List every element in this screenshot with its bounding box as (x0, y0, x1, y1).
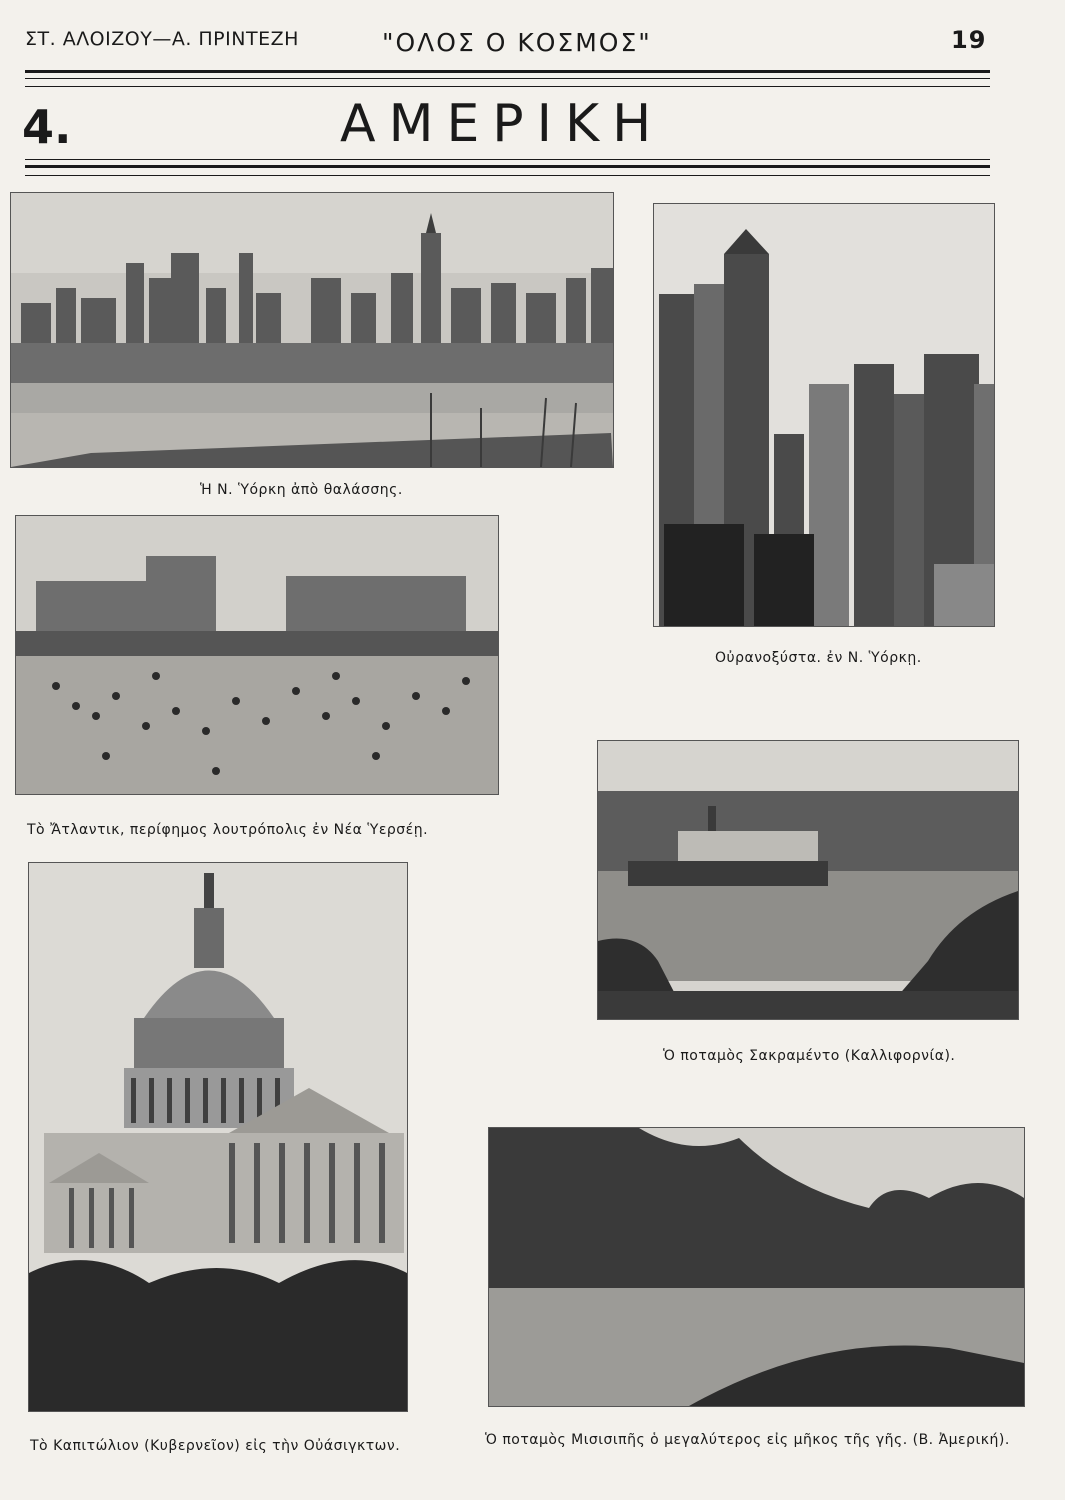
photo-skyscrapers (653, 203, 995, 627)
caption-skyscrapers: Οὐρανοξύστα. ἐν Ν. Ὑόρκῃ. (715, 650, 922, 666)
caption-mississippi: Ὁ ποταμὸς Μισισιπῆς ὁ μεγαλύτερος εἰς μῆκος τῆς γῆς. (Β. Ἀμερική). (485, 1432, 1010, 1448)
caption-ny-skyline: Ἡ Ν. Ὑόρκη ἀπὸ θαλάσσης. (200, 482, 403, 498)
title-rule-thin (25, 159, 990, 160)
photo-mississippi (488, 1127, 1025, 1407)
photo-sacramento (597, 740, 1019, 1020)
caption-capitol: Τὸ Καπιτώλιον (Κυβερνεῖον) εἰς τὴν Οὐάσιγκτων. (30, 1438, 401, 1454)
header-rule-top (25, 70, 990, 73)
chapter-title: ΑΜΕΡΙΚΗ (340, 94, 665, 154)
photo-atlantic-city (15, 515, 499, 795)
photo-ny-skyline (10, 192, 614, 468)
running-head-authors: ΣΤ. ΑΛΟΙΖΟΥ—Α. ΠΡΙΝΤΕΖΗ (25, 28, 299, 50)
title-rule-thin-2 (25, 175, 990, 176)
photo-capitol (28, 862, 408, 1412)
header-rule-thin-2 (25, 86, 990, 87)
title-rule-thick (25, 165, 990, 168)
caption-atlantic-city: Τὸ Ἄτλαντικ, περίφημος λουτρόπολις ἐν Νέα Ὑερσέῃ. (27, 822, 429, 838)
header-rule-thin (25, 78, 990, 79)
chapter-number: 4. (22, 100, 72, 154)
caption-sacramento: Ὁ ποταμὸς Σακραμέντο (Καλλιφορνία). (663, 1048, 956, 1064)
page-number: 19 (951, 26, 987, 54)
running-head-book-title: "ΟΛΟΣ Ο ΚΟΣΜΟΣ" (382, 28, 652, 57)
